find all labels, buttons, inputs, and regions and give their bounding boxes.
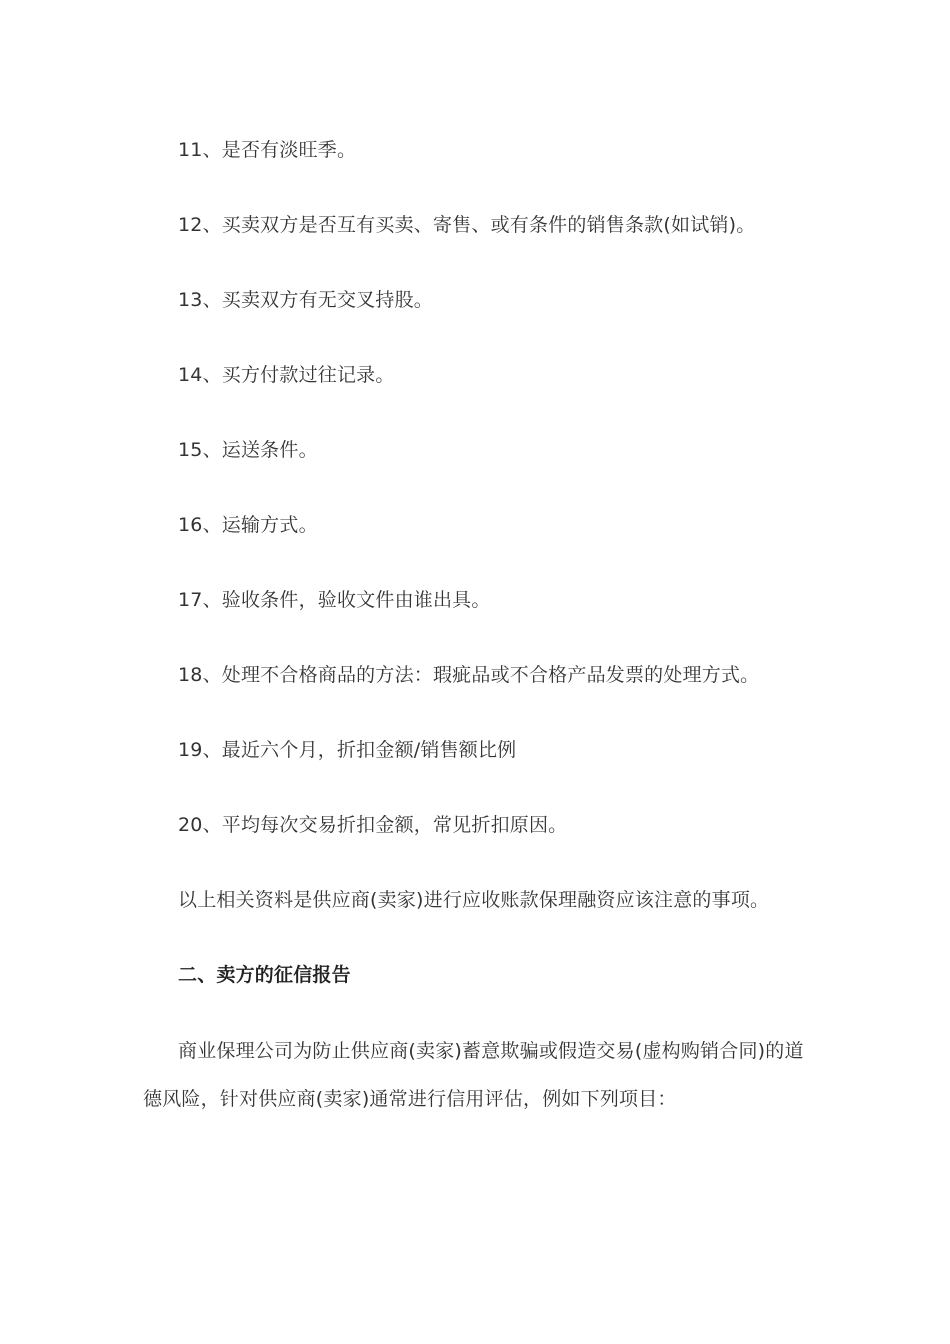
section-heading: 二、卖方的征信报告 (178, 964, 351, 986)
list-item: 12、买卖双方是否互有买卖、寄售、或有条件的销售条款(如试销)。 (178, 214, 756, 236)
list-item: 13、买卖双方有无交叉持股。 (178, 289, 433, 311)
list-item: 20、平均每次交易折扣金额，常见折扣原因。 (178, 814, 568, 836)
list-item: 14、买方付款过往记录。 (178, 364, 395, 386)
list-item: 18、处理不合格商品的方法：瑕疵品或不合格产品发票的处理方式。 (178, 664, 760, 686)
list-item: 11、是否有淡旺季。 (178, 139, 357, 161)
section-paragraph: 商业保理公司为防止供应商(卖家)蓄意欺骗或假造交易(虚构购销合同)的道德风险，针对供应商(卖家)通常进行信用评估，例如下列项目： (143, 1040, 804, 1110)
summary-text: 以上相关资料是供应商(卖家)进行应收账款保理融资应该注意的事项。 (178, 889, 770, 911)
list-item: 16、运输方式。 (178, 514, 318, 536)
list-item: 19、最近六个月，折扣金额/销售额比例 (178, 739, 517, 761)
list-item: 15、运送条件。 (178, 439, 318, 461)
list-item: 17、验收条件，验收文件由谁出具。 (178, 589, 491, 611)
